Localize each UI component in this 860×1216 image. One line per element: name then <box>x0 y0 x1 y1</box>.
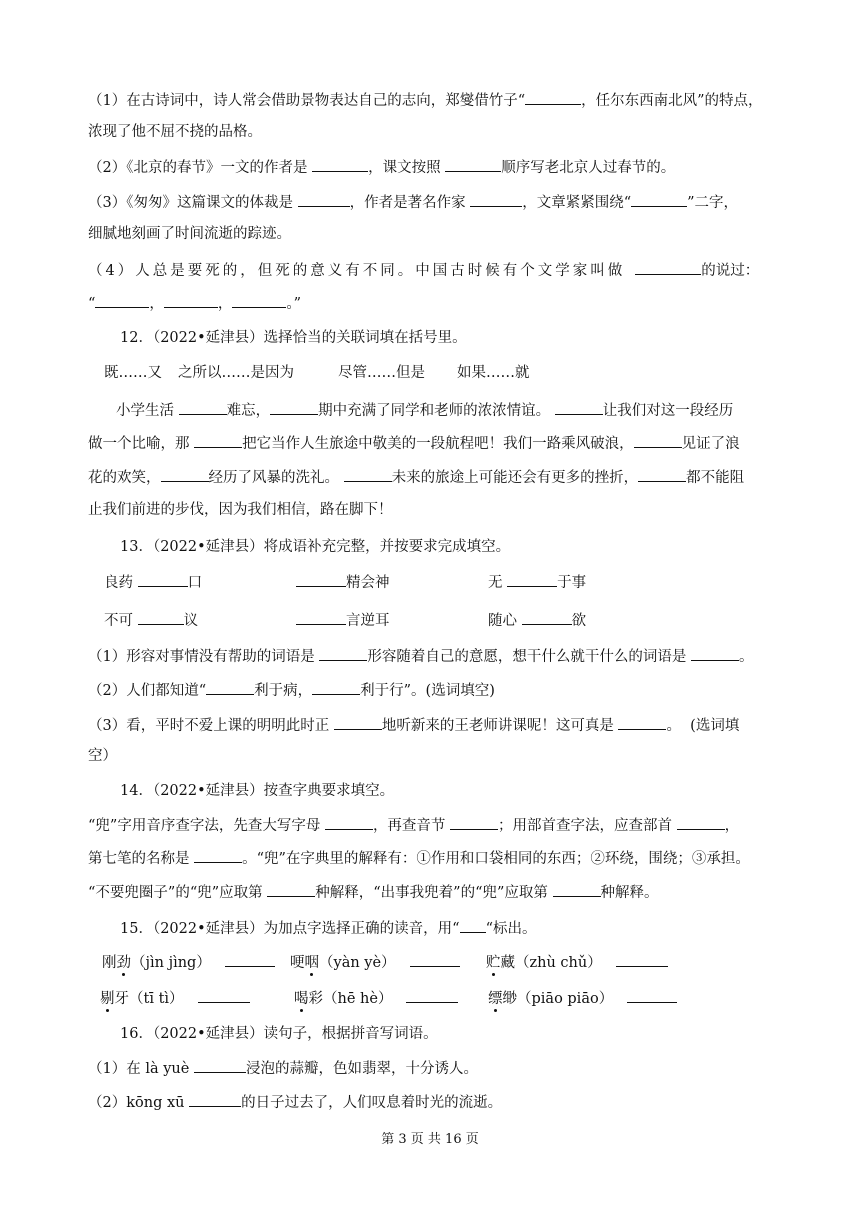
q15-item: 剔牙（tī tì） <box>100 988 250 1009</box>
page-footer: 第 3 页 共 16 页 <box>381 1132 479 1147</box>
q12-title: 12．（2022•延津县）选择恰当的关联词填在括号里。 <box>120 330 467 346</box>
q14-line-1: “兜”字用音序查字法，先查大写字母 ，再查音节 ；用部首查字法，应查部首 ， <box>88 815 739 836</box>
q11-line-5: 细腻地刻画了时间流逝的踪迹。 <box>88 226 291 242</box>
q11-line-1: （1）在古诗词中，诗人常会借助景物表达自己的志向，郑燮借竹子“ ，任尔东西南北风”的特点， <box>88 90 763 111</box>
q13-sub-2: （2）人们都知道“ 利于病， 利于行”。(选词填空) <box>88 680 495 701</box>
q16-title: 16．（2022•延津县）读句子，根据拼音写词语。 <box>120 1026 438 1042</box>
q16-sub-1: （1）在 là yuè 浸泡的蒜瓣，色如翡翠，十分诱人。 <box>88 1058 478 1079</box>
q12-option: 尽管……但是 <box>338 365 425 381</box>
q12-line-3: 花的欢笑， 经历了风暴的洗礼。 未来的旅途上可能还会有更多的挫折， 都不能阻 <box>88 467 744 488</box>
q13-idiom: 不可 议 <box>104 610 198 631</box>
q11-line-7: “ ， ， 。” <box>88 293 301 314</box>
q15-item: 喝彩（hē hè） <box>294 988 458 1009</box>
q12-option: 既……又 <box>104 365 162 381</box>
q16-sub-2: （2）kōng xū 的日子过去了，人们叹息着时光的流逝。 <box>88 1092 502 1113</box>
q13-idiom: 言逆耳 <box>296 610 390 631</box>
q13-title: 13．（2022•延津县）将成语补充完整，并按要求完成填空。 <box>120 539 511 555</box>
q13-idiom: 良药 口 <box>104 572 202 593</box>
q11-line-4: （3）《匆匆》这篇课文的体裁是 ，作者是著名作家 ，文章紧紧围绕“ ”二字， <box>88 192 738 213</box>
q12-option: 之所以……是因为 <box>178 365 294 381</box>
q15-item: 贮藏（zhù chǔ） <box>486 952 668 973</box>
q13-sub-3-cont: 空） <box>88 748 117 764</box>
q15-item: 缥缈（piāo piāo） <box>488 988 677 1009</box>
q13-idiom: 精会神 <box>296 572 390 593</box>
q13-sub-1: （1）形容对事情没有帮助的词语是 形容随着自己的意愿，想干什么就干什么的词语是 。 <box>88 646 753 667</box>
q13-idiom: 无 于事 <box>488 572 586 593</box>
q15-title: 15．（2022•延津县）为加点字选择正确的读音，用“ “标出。 <box>120 918 537 939</box>
q13-idiom: 随心 欲 <box>488 610 586 631</box>
q14-line-3: “不要兜圈子”的“兜”应取第 种解释，“出事我兜着”的“兜”应取第 种解释。 <box>88 882 659 903</box>
q15-item: 哽咽（yàn yè） <box>290 952 460 973</box>
q12-line-1: 小学生活 难忘， 期中充满了同学和老师的浓浓情谊。 让我们对这一段经历 <box>116 400 733 421</box>
q11-line-3: （2）《北京的春节》一文的作者是 ，课文按照 顺序写老北京人过春节的。 <box>88 157 675 178</box>
q14-line-2: 第七笔的名称是 。“兜”在字典里的解释有：①作用和口袋相同的东西；②环绕，围绕；③承担。 <box>88 848 750 869</box>
q11-line-2: 浓现了他不屈不挠的品格。 <box>88 124 262 140</box>
q14-title: 14．（2022•延津县）按查字典要求填空。 <box>120 783 395 799</box>
q11-line-6: （4）人总是要死的，但死的意义有不同。中国古时候有个文学家叫做 的说过： <box>88 260 759 281</box>
q13-sub-3: （3）看，平时不爱上课的明明此时正 地听新来的王老师讲课呢！这可真是 。 (选词填 <box>88 715 739 736</box>
q12-line-2: 做一个比喻，那 把它当作人生旅途中敬美的一段航程吧！我们一路乘风破浪， 见证了浪 <box>88 433 740 454</box>
q12-option: 如果……就 <box>457 365 530 381</box>
q12-line-4: 止我们前进的步伐，因为我们相信，路在脚下！ <box>88 502 393 518</box>
q15-item: 刚劲（jìn jìng） <box>102 952 275 973</box>
